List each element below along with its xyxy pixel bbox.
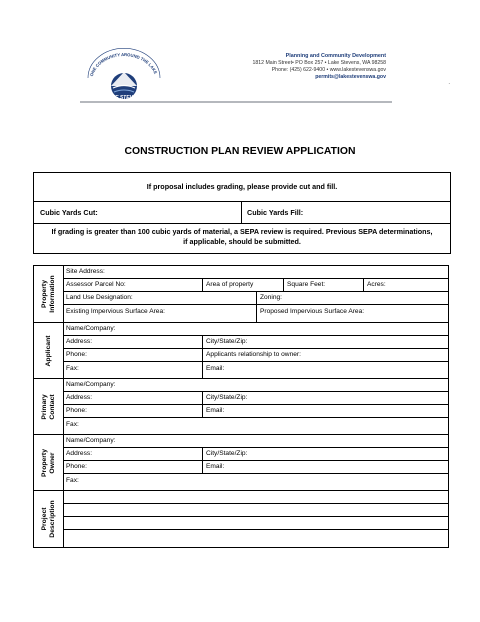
description-line[interactable] bbox=[63, 530, 448, 548]
owner-name-field[interactable]: Name/Company: bbox=[66, 437, 116, 444]
applicant-relationship-field[interactable]: Applicants relationship to owner: bbox=[202, 349, 448, 361]
contact-block bbox=[253, 53, 387, 81]
area-of-property-field[interactable]: Area of property bbox=[202, 279, 283, 291]
form-row bbox=[63, 279, 448, 292]
stray-mark: . bbox=[448, 80, 450, 86]
proposed-impervious-field[interactable]: Proposed Impervious Surface Area: bbox=[256, 305, 448, 323]
cubic-yards-fill-field[interactable]: Cubic Yards Fill: bbox=[247, 208, 304, 217]
owner-phone-field[interactable]: Phone: bbox=[66, 463, 87, 470]
form-row bbox=[63, 362, 448, 379]
divider bbox=[241, 201, 242, 223]
form-row bbox=[63, 323, 448, 336]
acres-field[interactable]: Acres: bbox=[363, 279, 448, 291]
svg-text:ONE COMMUNITY AROUND THE LAKE: ONE COMMUNITY AROUND THE LAKE bbox=[88, 51, 159, 77]
section-label: Property Information bbox=[34, 266, 64, 322]
applicant-city-field[interactable]: City/State/Zip: bbox=[202, 336, 448, 348]
form-row bbox=[63, 448, 448, 461]
property-owner-section bbox=[33, 434, 449, 491]
existing-impervious-field[interactable]: Existing Impervious Surface Area: bbox=[66, 308, 165, 315]
site-address-field[interactable]: Site Address: bbox=[66, 268, 105, 275]
contact-fax-field[interactable]: Fax: bbox=[66, 421, 79, 428]
sepa-note-line2: if applicable, should be submitted. bbox=[183, 237, 301, 246]
form-row bbox=[63, 379, 448, 392]
grading-box bbox=[33, 172, 451, 254]
header-rule bbox=[80, 101, 392, 103]
form-row bbox=[63, 418, 448, 435]
section-label: Property Owner bbox=[34, 435, 64, 490]
parcel-no-field[interactable]: Assessor Parcel No: bbox=[66, 281, 126, 288]
applicant-phone-field[interactable]: Phone: bbox=[66, 351, 87, 358]
form-row bbox=[63, 336, 448, 349]
form-row bbox=[63, 392, 448, 405]
owner-email-field[interactable]: Email: bbox=[202, 461, 448, 473]
cubic-yards-cut-field[interactable]: Cubic Yards Cut: bbox=[40, 208, 98, 217]
form-row bbox=[63, 461, 448, 474]
contact-city-field[interactable]: City/State/Zip: bbox=[202, 392, 448, 404]
contact-email-field[interactable]: Email: bbox=[202, 405, 448, 417]
form-row bbox=[63, 266, 448, 279]
form-row bbox=[63, 405, 448, 418]
department-name: Planning and Community Development bbox=[285, 53, 386, 59]
applicant-address-field[interactable]: Address: bbox=[66, 338, 93, 345]
sepa-note-line1: If grading is greater than 100 cubic yards of material, a SEPA review is required. Previous SEPA determinations, bbox=[51, 227, 433, 236]
section-label: Project Description bbox=[34, 491, 64, 547]
zoning-field[interactable]: Zoning: bbox=[256, 292, 448, 304]
city-logo bbox=[80, 48, 168, 104]
owner-fax-field[interactable]: Fax: bbox=[66, 477, 79, 484]
land-use-field[interactable]: Land Use Designation: bbox=[66, 294, 133, 301]
section-label: Applicant bbox=[34, 323, 64, 378]
form-row bbox=[63, 349, 448, 362]
primary-contact-section bbox=[33, 378, 449, 435]
applicant-fax-field[interactable]: Fax: bbox=[66, 365, 79, 372]
contact-address-field[interactable]: Address: bbox=[66, 394, 93, 401]
department-phone-web: Phone: (425) 622-9400 • www.lakestevenswa.gov bbox=[271, 67, 386, 73]
divider bbox=[34, 223, 450, 224]
contact-phone-field[interactable]: Phone: bbox=[66, 407, 87, 414]
form-row bbox=[63, 435, 448, 448]
square-feet-field[interactable]: Square Feet: bbox=[283, 279, 363, 291]
description-line[interactable] bbox=[63, 517, 448, 530]
description-line[interactable] bbox=[63, 504, 448, 517]
form-row bbox=[63, 292, 448, 305]
contact-name-field[interactable]: Name/Company: bbox=[66, 381, 116, 388]
applicant-email-field[interactable]: Email: bbox=[202, 362, 448, 379]
department-address: 1812 Main Street• PO Box 257 • Lake Stevens, WA 98258 bbox=[252, 60, 386, 66]
logo-text: LAKE STEVENS bbox=[104, 95, 144, 101]
description-line[interactable] bbox=[63, 491, 448, 504]
applicant-name-field[interactable]: Name/Company: bbox=[66, 325, 116, 332]
applicant-section bbox=[33, 322, 449, 379]
page-title: CONSTRUCTION PLAN REVIEW APPLICATION bbox=[124, 146, 356, 157]
divider bbox=[34, 201, 450, 202]
section-label: Primary Contact bbox=[34, 379, 64, 434]
owner-city-field[interactable]: City/State/Zip: bbox=[202, 448, 448, 460]
project-description-section bbox=[33, 490, 449, 548]
department-email: permits@lakestevenswa.gov bbox=[315, 74, 386, 80]
form-row bbox=[63, 305, 448, 323]
sepa-note bbox=[34, 227, 450, 247]
property-information-section bbox=[33, 265, 449, 323]
form-row bbox=[63, 474, 448, 491]
grading-intro: If proposal includes grading, please provide cut and fill. bbox=[146, 182, 338, 191]
owner-address-field[interactable]: Address: bbox=[66, 450, 93, 457]
